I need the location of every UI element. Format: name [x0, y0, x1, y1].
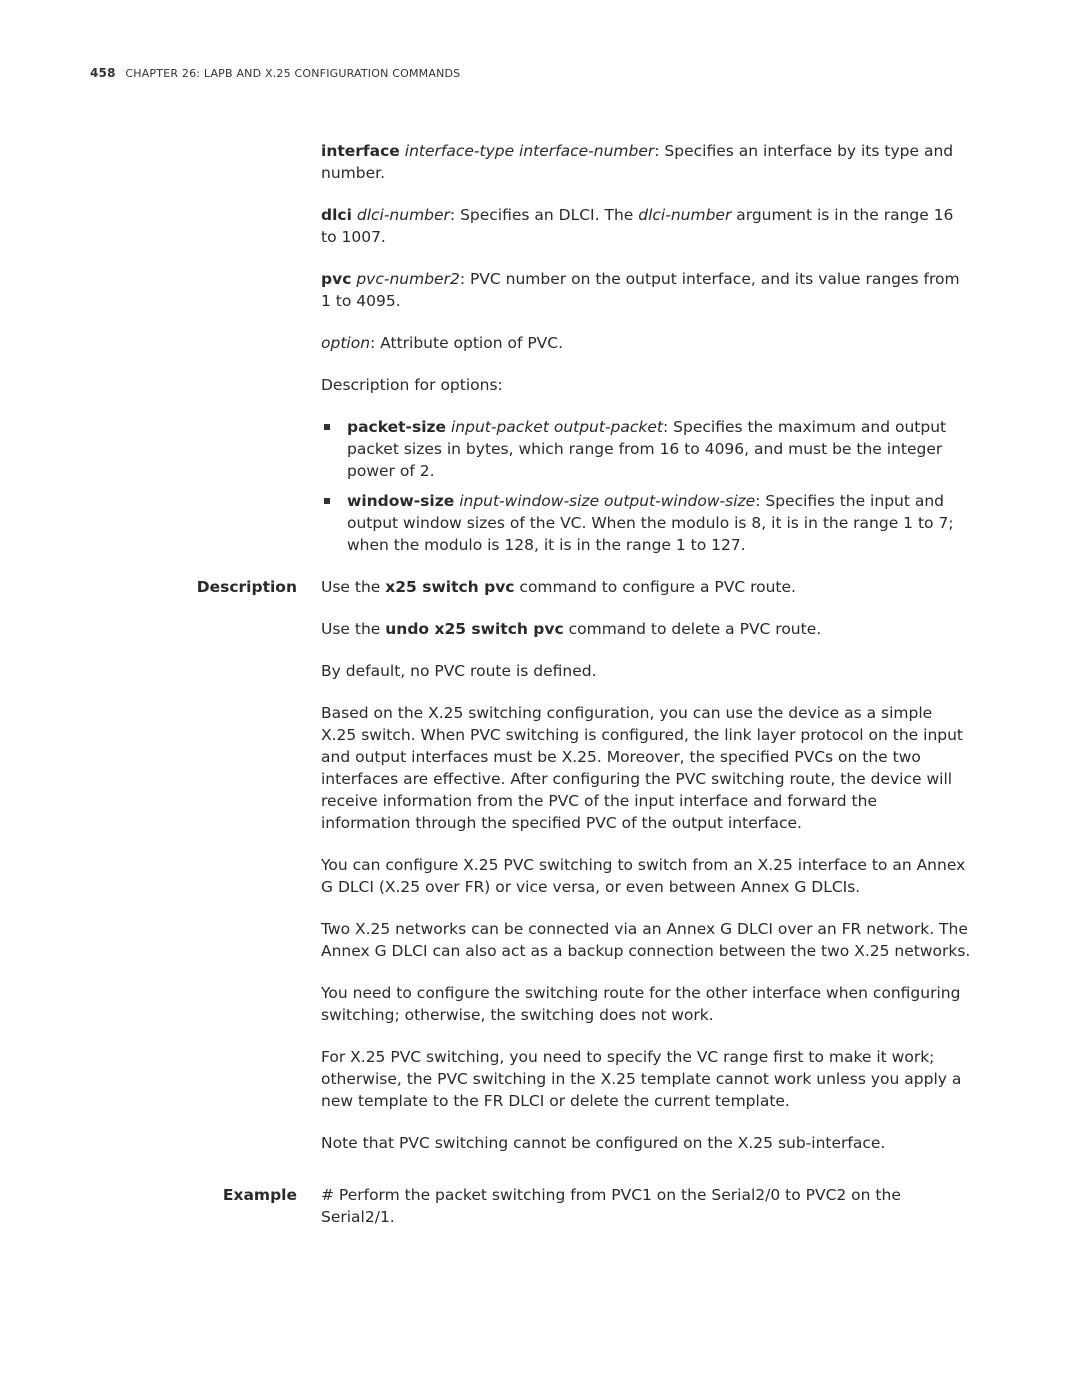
description-para: By default, no PVC route is defined. [321, 662, 597, 680]
option-keyword: packet-size [347, 418, 447, 436]
param-argument: dlci-number [356, 206, 450, 224]
param-description: : PVC number on the output interface, and its value ranges from 1 to 4095. [321, 270, 960, 310]
description-para: Note that PVC switching cannot be configured on the X.25 sub-interface. [321, 1134, 886, 1152]
param-option [321, 332, 971, 354]
example-text: # Perform the packet switching from PVC1 on the Serial2/0 to PVC2 on the Serial2/1. [321, 1186, 901, 1226]
param-argument: dlci-number [638, 206, 732, 224]
command-name: undo x25 switch pvc [385, 620, 564, 638]
description-para: Use the undo x25 switch pvc command to delete a PVC route. [321, 620, 822, 638]
chapter-title: CHAPTER 26: LAPB AND X.25 CONFIGURATION COMMANDS [125, 67, 461, 80]
option-description: : Specifies the input and output window sizes of the VC. When the modulo is 8, it is in the range 1 to 7; when the modulo is 128, it is in the range 1 to 127. [347, 492, 954, 554]
running-header [90, 66, 460, 80]
param-argument: interface-type interface-number [404, 142, 655, 160]
option-argument: input-packet output-packet [451, 418, 664, 436]
bullet-square-icon [324, 424, 330, 430]
param-keyword: interface [321, 142, 400, 160]
bullet-square-icon [324, 498, 330, 504]
command-name: x25 switch pvc [385, 578, 515, 596]
description-para: For X.25 PVC switching, you need to specify the VC range first to make it work; otherwise, the PVC switching in the X.25 template cannot work unless you apply a new template to the FR DLCI or delete the current template. [321, 1048, 962, 1110]
content-column [196, 140, 971, 1228]
param-description: : Specifies an interface by its type and number. [321, 142, 954, 182]
description-para: Based on the X.25 switching configuration, you can use the device as a simple X.25 switch. When PVC switching is configured, the link layer protocol on the input and output interfaces must be X.25. Moreover, the specified PVCs on the two interfaces are effective. After configuring the PVC switching route, the device will receive information from the PVC of the input interface and forward the information through the specified PVC of the output interface. [321, 704, 964, 832]
param-keyword: dlci [321, 206, 352, 224]
description-section [196, 576, 971, 1154]
description-para: Two X.25 networks can be connected via an Annex G DLCI over an FR network. The Annex G DLCI can also act as a backup connection between the two X.25 networks. [321, 920, 971, 960]
param-description: argument is in the range 16 to 1007. [321, 206, 954, 246]
section-label-example: Example [222, 1186, 297, 1204]
option-keyword: window-size [347, 492, 455, 510]
page-number: 458 [90, 66, 116, 80]
param-keyword: pvc [321, 270, 352, 288]
description-para: Use the x25 switch pvc command to configure a PVC route. [321, 578, 796, 596]
param-pvc [321, 268, 971, 312]
option-description: : Specifies the maximum and output packet sizes in bytes, which range from 16 to 4096, and must be the integer power of 2. [347, 418, 947, 480]
param-argument: pvc-number2 [356, 270, 460, 288]
param-description: : Attribute option of PVC. [370, 334, 564, 352]
example-section [222, 1184, 971, 1228]
description-para: You can configure X.25 PVC switching to switch from an X.25 interface to an Annex G DLCI (X.25 over FR) or vice versa, or even between Annex G DLCIs. [321, 856, 966, 896]
param-description: : Specifies an DLCI. The [449, 206, 639, 224]
param-argument: option [321, 334, 371, 352]
options-heading: Description for options: [321, 376, 503, 394]
description-para: You need to configure the switching route for the other interface when configuring switching; otherwise, the switching does not work. [321, 984, 961, 1024]
list-item [321, 416, 971, 482]
param-dlci [321, 204, 971, 248]
section-label-description: Description [196, 578, 297, 596]
list-item [321, 490, 971, 556]
options-list [321, 416, 971, 556]
param-interface [321, 140, 971, 184]
option-argument: input-window-size output-window-size [459, 492, 756, 510]
